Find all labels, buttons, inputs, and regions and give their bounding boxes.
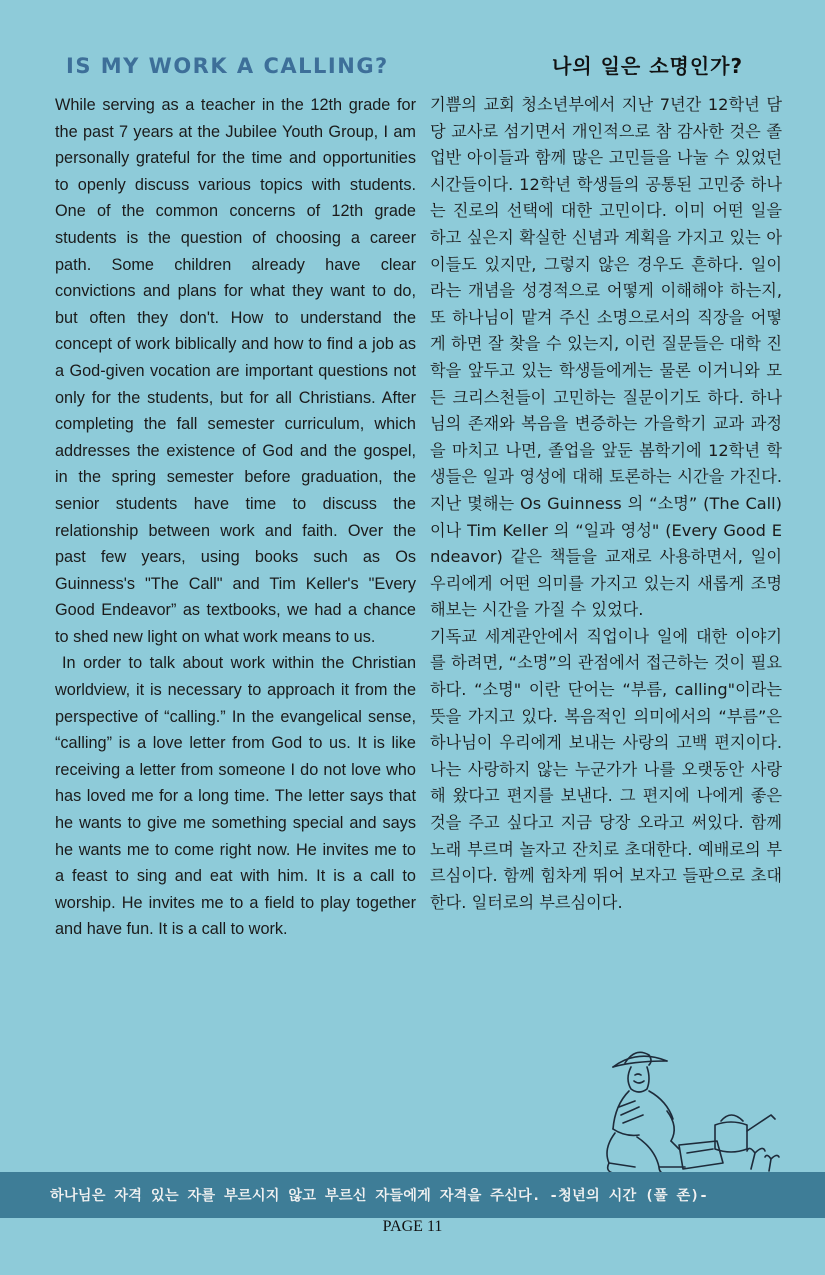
page-number: PAGE 11 xyxy=(382,1218,443,1235)
korean-title: 나의 일은 소명인가? xyxy=(552,54,744,78)
banner-quote-text: 하나님은 자격 있는 자를 부르시지 않고 부르신 자들에게 자격을 주신다. -청년의 시간 (풀 존)- xyxy=(50,1188,708,1204)
korean-paragraph-2: 기독교 세계관안에서 직업이나 일에 대한 이야기를 하려면, “소명”의 관점에서 접근하는 것이 필요하다. “소명" 이란 단어는 “부름, calling"이라는 뜻을 가지고 있다. 복음적인 의미에서의 “부름”은 하나님이 우리에게 보내는 사랑의 고백 편지이다. 나는 사랑하지 않는 누군가가 나를 오랫동안 사랑해 왔다고 편지를 보낸다. 그 편지에 나에게 좋은 것을 주고 싶다고 지금 당장 오라고 써있다. 함께 노래 부르며 놀자고 잔치로 초대한다. 예배로의 부르심이다. 함께 힘차게 뛰어 보자고 들판으로 초대한다. 일터로의 부르심이다. xyxy=(430,626,782,912)
gardener-kneeling-icon xyxy=(575,1045,785,1185)
english-paragraph-2: In order to talk about work within the Christian worldview, it is necessary to approach it from the perspective of “calling.” In the evangelical sense, “calling” is a love letter from God to us. It is like receiving a letter from someone I do not love who has loved me for a long time. The letter says that he wants to give me something special and says he wants me to come right now. He invites me to a feast to sing and eat with him. It is a call to worship. He invites me to a field to play together and have fun. It is a call to work. xyxy=(55,654,416,939)
english-paragraph-1: While serving as a teacher in the 12th grade for the past 7 years at the Jubilee Youth Group, I am personally grateful for the time and opportunities to openly discuss various topics with students. One of the common concerns of 12th grade students is the question of choosing a career path. Some children already have clear convictions and plans for what they want to do, but often they don't. How to understand the concept of work biblically and how to find a job as a God-given vocation are important questions not only for the students, but for all Christians. After completing the fall semester curriculum, which addresses the existence of God and the gospel, in the spring semester before graduation, the senior students have time to discuss the relationship between work and faith. Over the past few years, using books such as Os Guinness's "The Call" and Tim Keller's "Every Good Endeavor” as textbooks, we had a chance to shed new light on what work means to us. xyxy=(55,96,416,646)
korean-paragraph-1: 기쁨의 교회 청소년부에서 지난 7년간 12학년 담당 교사로 섬기면서 개인적으로 참 감사한 것은 졸업반 아이들과 함께 많은 고민들을 나눌 수 있었던 시간들이다. 12학년 학생들의 공통된 고민중 하나는 진로의 선택에 대한 고민이다. 이미 어떤 일을 하고 싶은지 확실한 신념과 계획을 가지고 있는 아이들도 있지만, 그렇지 않은 경우도 흔하다. 일이라는 개념을 성경적으로 어떻게 이해해야 하는지, 또 하나님이 맡겨 주신 소명으로서의 직장을 어떻게 하면 잘 찾을 수 있는지, 이런 질문들은 대학 진학을 앞두고 있는 학생들에게는 물론 이거니와 모든 크리스천들이 고민하는 질문이기도 하다. 하나님의 존재와 복음을 변증하는 가을학기 교과 과정을 마치고 나면, 졸업을 앞둔 봄학기에 12학년 학생들은 일과 영성에 대해 토론하는 시간을 가진다. 지난 몇해는 Os Guinness 의 “소명” (The Call) 이나 Tim Keller 의 “일과 영성" (Every Good Endeavor) 같은 책들을 교재로 사용하면서, 일이 우리에게 어떤 의미를 가지고 있는지 새롭게 조명해보는 시간을 가질 수 있었다. xyxy=(430,95,782,620)
english-title: IS MY WORK A CALLING? xyxy=(66,54,389,78)
korean-article xyxy=(430,92,782,916)
english-article xyxy=(55,92,416,943)
